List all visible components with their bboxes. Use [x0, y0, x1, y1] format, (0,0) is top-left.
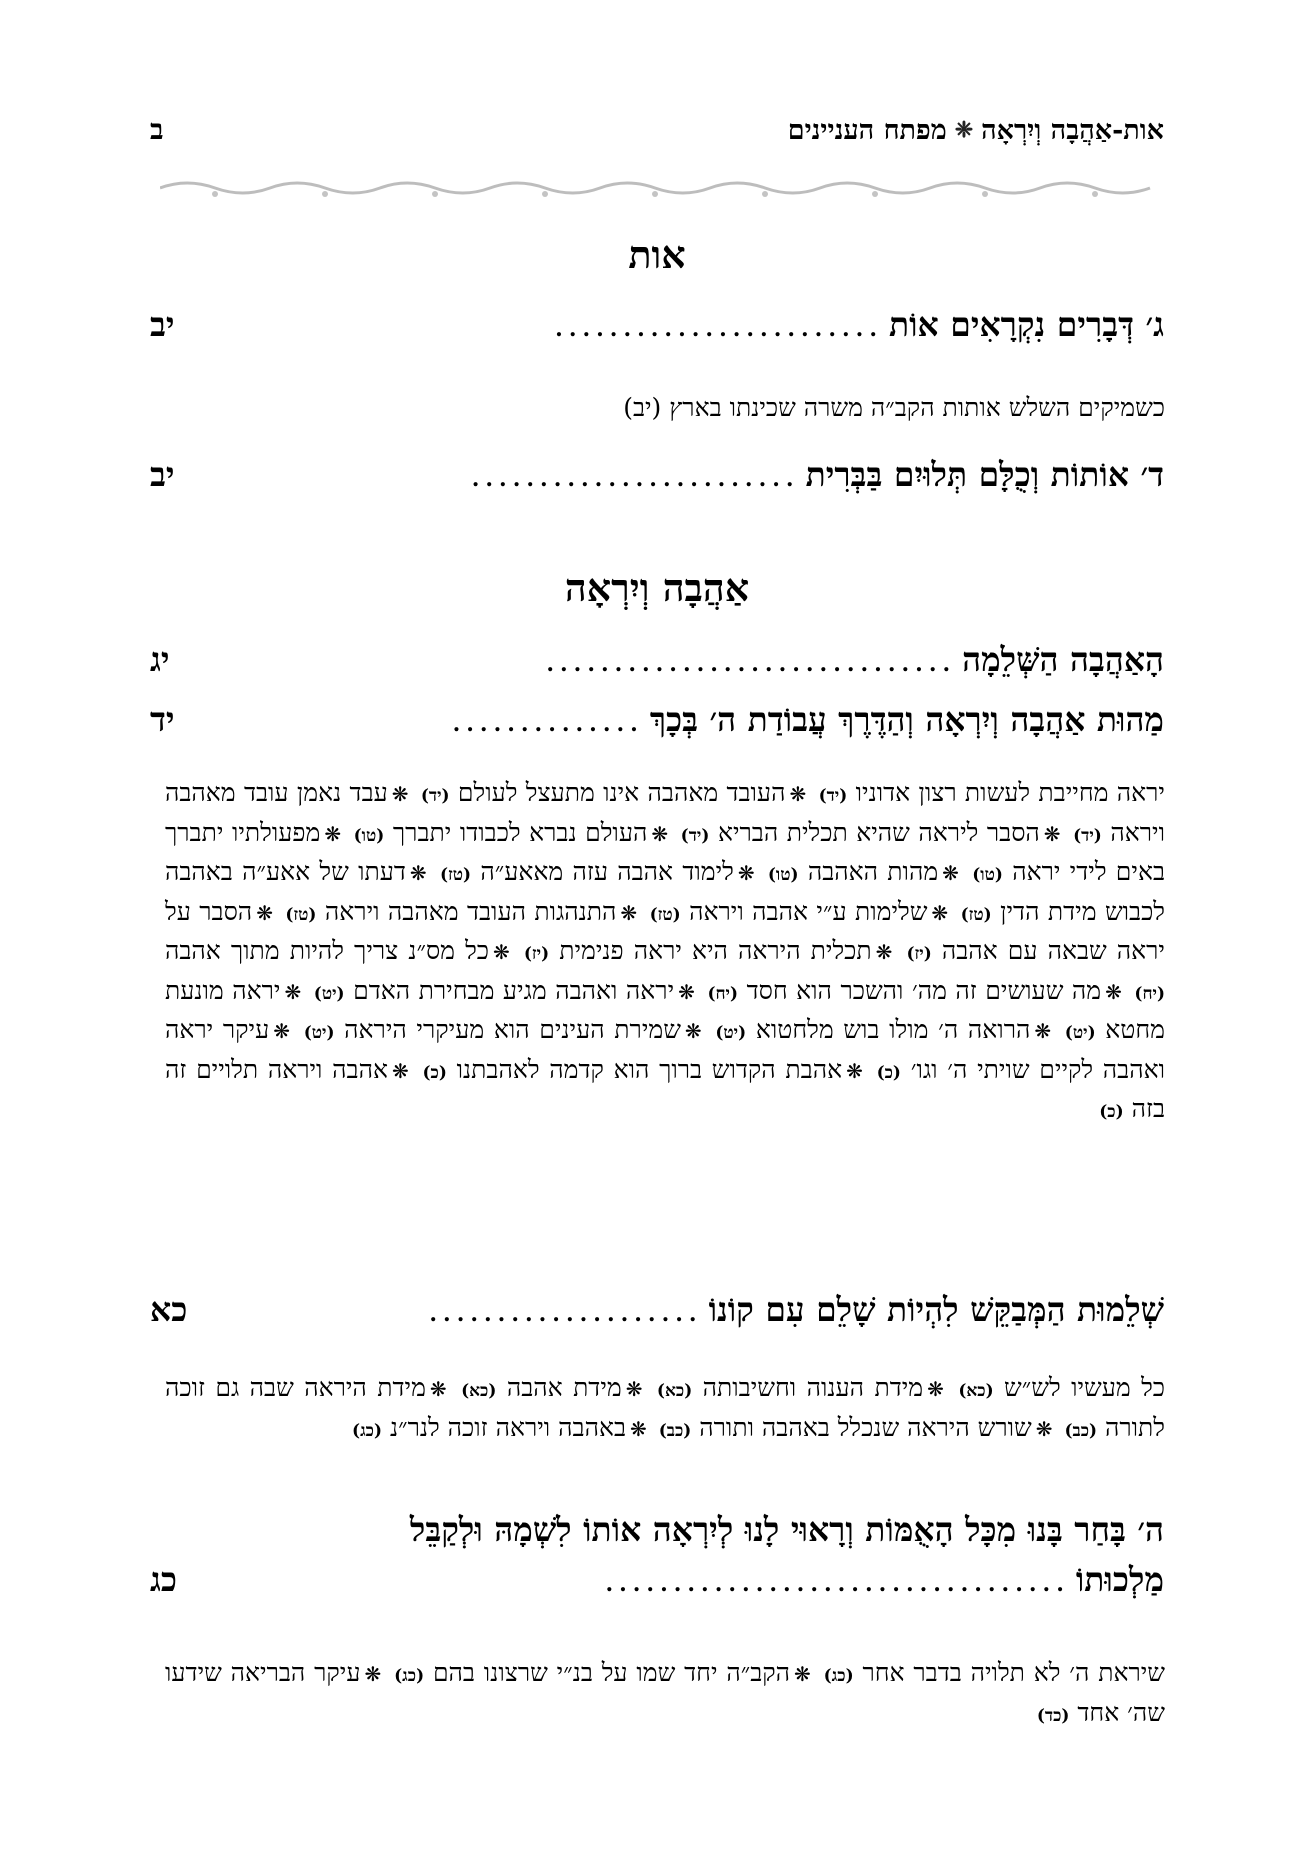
star-separator-icon: ❋: [846, 1058, 863, 1083]
dot-leader: ..................................: [605, 1571, 1070, 1597]
entry-title-line2-row: [150, 1555, 1164, 1609]
summary-page-ref: (יח): [707, 983, 739, 1004]
toc-entry[interactable]: [150, 700, 1164, 740]
summary-page-ref: (כב): [658, 1420, 692, 1441]
entry-title: ד׳ אוֹתוֹת וְכֻלָּם תְּלוּיִם בַּבְּרִית: [805, 455, 1164, 494]
summary-topic: יראה מחייבת לעשות רצון אדוניו: [847, 778, 1165, 807]
summary-page-ref: (טו): [972, 865, 1003, 885]
entry-title: ג׳ דְּבָרִים נִקְרָאִים אוֹת: [888, 305, 1164, 344]
entry-summary: [165, 1655, 1165, 1734]
summary-topic: לימוד אהבה עזה מאאע״ה: [471, 857, 734, 886]
summary-topic: הרואה ה׳ מולו בוש מלחטוא: [746, 1015, 1031, 1044]
summary-topic: שמירת העינים הוא מעיקרי היראה: [334, 1015, 681, 1044]
summary-page-ref: (כ): [422, 1062, 447, 1083]
star-separator-icon: ❋: [1035, 1416, 1053, 1441]
star-separator-icon: ❋: [273, 1019, 291, 1043]
summary-topic: מהות האהבה: [798, 857, 939, 886]
entry-title-line2: מַלְכוּתוֹ: [1075, 1560, 1164, 1599]
summary-page-ref: (כ): [876, 1062, 901, 1083]
summary-page-ref: (יז): [906, 944, 932, 964]
running-section-title: אות-אַהֲבָה וְיִרְאָה: [981, 114, 1164, 146]
decorative-divider: [160, 176, 1160, 200]
summary-topic: מידת הענוה וחשיבותה: [692, 1373, 924, 1402]
summary-page-ref: (כא): [461, 1381, 497, 1401]
entry-title: שְׁלֵמוּת הַמְּבַקֵּשׁ לִהְיוֹת שָׁלֵם עִם קוֹנוֹ: [708, 1290, 1164, 1329]
summary-topic: עבד נאמן עובד מאהבה ויראה: [165, 778, 1165, 847]
summary-page-ref: (טו): [767, 865, 799, 885]
star-separator-icon: ❋: [324, 821, 342, 846]
toc-entry[interactable]: [150, 305, 1164, 345]
entry-page-ref: כג: [150, 1560, 178, 1599]
summary-topic: התנהגות העובד מאהבה ויראה: [316, 896, 617, 926]
summary-topic: באהבה ויראה זוכה לנר״נ: [382, 1412, 627, 1442]
summary-topic: כל מס״נ צריך להיות מתוך אהבה: [165, 936, 489, 965]
star-separator-icon: ❋: [789, 782, 807, 806]
summary-topic: מפעולתיו יתברך באים לידי יראה: [165, 817, 1165, 886]
summary-topic: אהבה ויראה תלויים זה בזה: [165, 1054, 1165, 1123]
summary-topic: העובד מאהבה אינו מתעצל לעולם: [449, 778, 786, 807]
summary-topic: מידת היראה שבה גם זוכה לתורה: [165, 1373, 1165, 1442]
summary-page-ref: (כא): [656, 1381, 693, 1401]
entry-page-ref: כא: [150, 1290, 188, 1329]
summary-page-ref: (יח): [1134, 983, 1166, 1004]
book-title: מפתח העניינים: [787, 114, 947, 146]
entry-title: מַהוּת אַהֲבָה וְיִרְאָה וְהַדֶּרֶךְ עֲבוֹדַת ה׳ בְּכָךְ: [649, 700, 1164, 739]
entry-page-ref: יד: [150, 700, 175, 739]
star-separator-icon: ❋: [391, 782, 409, 806]
summary-topic: אהבת הקדוש ברוך הוא קדמה לאהבתנו: [446, 1054, 843, 1084]
star-separator-icon: ❋: [256, 900, 273, 925]
summary-page-ref: (כג): [823, 1666, 854, 1686]
running-header-title: [788, 115, 1164, 146]
star-separator-icon: ❋: [284, 979, 302, 1004]
summary-page-ref: (יט): [715, 1023, 747, 1043]
star-separator-icon: ❋: [409, 861, 427, 885]
summary-page-ref: (כג): [352, 1420, 383, 1441]
summary-page-ref: (טו): [353, 825, 385, 846]
star-separator-icon: ❋: [630, 1416, 647, 1441]
toc-entry[interactable]: [150, 1290, 1164, 1330]
star-separator-icon: ❋: [737, 861, 755, 885]
summary-page-ref: (יד): [1073, 825, 1102, 846]
entry-title-line1: ה׳ בָּחַר בָּנוּ מִכָּל הָאֻמּוֹת וְרָאוּי לָנוּ לְיִרְאָה אוֹתוֹ לִשְׁמָהּ וּלְקַבֵּל: [409, 1510, 1164, 1549]
summary-topic: יראה מונעת מחטא: [165, 975, 1165, 1044]
entry-title: הָאַהֲבָה הַשְּׁלֵמָה: [962, 640, 1164, 679]
summary-topic: הקב״ה יחד שמו על בנ״י שרצונו בהם: [424, 1658, 791, 1687]
star-separator-icon: ❋: [794, 1662, 811, 1686]
summary-page-ref: (יד): [420, 786, 450, 806]
section-title-ot: אות: [628, 232, 686, 277]
entry-page-ref: יב: [150, 305, 175, 344]
toc-entry[interactable]: [150, 640, 1164, 680]
summary-page-ref: (יט): [313, 983, 345, 1004]
summary-page-ref: (טז): [285, 904, 317, 925]
star-separator-icon: ❋: [1105, 979, 1122, 1004]
summary-topic: תכלית היראה היא יראה פנימית: [549, 936, 872, 965]
summary-topic: שלימות ע״י אהבה ויראה: [680, 896, 928, 926]
entry-summary: [165, 1370, 1165, 1449]
summary-page-ref: (יד): [680, 825, 710, 846]
dot-leader: ..............................: [546, 651, 957, 677]
summary-page-ref: (יט): [303, 1023, 335, 1043]
toc-entry[interactable]: [150, 1505, 1164, 1609]
summary-page-ref: (יד): [818, 786, 848, 806]
ornament-icon: ❈: [954, 117, 974, 143]
summary-topic: כל מעשיו לש״ש: [993, 1373, 1166, 1402]
summary-page-ref: (כד): [1036, 1705, 1070, 1726]
summary-topic: שיראת ה׳ לא תלויה בדבר אחר: [853, 1658, 1166, 1687]
summary-topic: עיקר הבריאה שידעו שה׳ אחד: [165, 1658, 1165, 1727]
star-separator-icon: ❋: [1034, 1019, 1052, 1043]
entry-page-ref: יג: [150, 640, 170, 679]
star-separator-icon: ❋: [392, 1058, 409, 1083]
summary-page-ref: (טז): [439, 865, 472, 885]
star-separator-icon: ❋: [651, 821, 669, 846]
summary-page-ref: (טז): [960, 904, 992, 925]
summary-page-ref: (כג): [394, 1666, 425, 1686]
star-separator-icon: ❋: [429, 1377, 447, 1401]
section-title-ahava-veyira: אַהֲבָה וְיִרְאָה: [564, 565, 750, 610]
star-separator-icon: ❋: [620, 900, 638, 925]
toc-entry[interactable]: [150, 455, 1164, 495]
summary-topic: דעתו של אאע״ה באהבה לכבוש מידת הדין: [165, 857, 1165, 926]
summary-page-ref: (יט): [1064, 1023, 1096, 1043]
summary-topic: מידת אהבה: [496, 1373, 622, 1402]
dot-leader: ....................: [429, 1301, 703, 1327]
summary-page-ref: (כב): [1064, 1420, 1098, 1441]
star-separator-icon: ❋: [678, 979, 695, 1004]
star-separator-icon: ❋: [942, 861, 959, 885]
entry-summary: [165, 775, 1165, 1131]
star-separator-icon: ❋: [684, 1019, 702, 1043]
dot-leader: ..............: [452, 711, 644, 737]
summary-topic: הסבר ליראה שהיא תכלית הבריא: [709, 817, 1040, 847]
summary-topic: יראה ואהבה מגיע מבחירת האדם: [344, 975, 675, 1005]
summary-topic: מה שעושים זה מה׳ והשכר הוא חסד: [738, 975, 1102, 1005]
dot-leader: ........................: [555, 316, 883, 342]
star-separator-icon: ❋: [1043, 821, 1061, 846]
entry-page-ref: יב: [150, 455, 175, 494]
star-separator-icon: ❋: [927, 1377, 944, 1401]
summary-topic: העולם נברא לכבודו יתברך: [384, 817, 648, 847]
entry-summary: כשמיקים השלש אותות הקב״ה משרה שכינתו בארץ (יב): [623, 393, 1165, 422]
summary-topic: הסבר על יראה שבאה עם אהבה: [165, 896, 1165, 965]
page-number: ב: [150, 113, 164, 146]
star-separator-icon: ❋: [493, 940, 510, 964]
star-separator-icon: ❋: [364, 1662, 382, 1686]
summary-page-ref: (יז): [523, 944, 550, 964]
running-header: [150, 110, 1164, 150]
dot-leader: ........................: [471, 466, 800, 492]
summary-page-ref: (כא): [958, 1381, 994, 1401]
star-separator-icon: ❋: [625, 1377, 643, 1401]
star-separator-icon: ❋: [875, 940, 893, 964]
summary-topic: שורש היראה שנכלל באהבה ותורה: [691, 1412, 1032, 1442]
summary-topic: עיקר יראה ואהבה לקיים שויתי ה׳ וגו׳: [165, 1015, 1166, 1084]
star-separator-icon: ❋: [931, 900, 949, 925]
summary-page-ref: (כ): [1099, 1102, 1124, 1122]
summary-page-ref: (טז): [649, 904, 681, 925]
